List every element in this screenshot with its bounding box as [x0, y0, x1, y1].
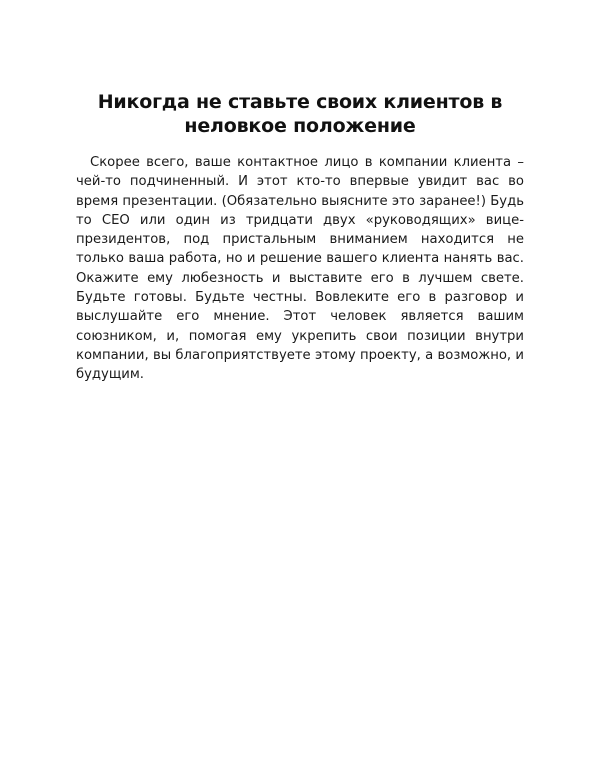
page-title: Никогда не ставьте своих клиентов в неловкое положение — [97, 91, 503, 137]
body-paragraph: Скорее всего, ваше контактное лицо в компании клиента – чей-то подчиненный. И этот кто-то впервые увидит вас во время презентации. (Обязательно выясните это заранее!) Будь то CEO или один из тридцати двух «руководящих» вице-президентов, под пристальным вниманием находится не только ваша работа, но и решение вашего клиента нанять вас. Окажите ему любезность и выставите его в лучшем свете. Будьте готовы. Будьте честны. Вовлеките его в разговор и выслушайте его мнение. Этот человек является вашим союзником, и, помогая ему укрепить свои позиции внутри компании, вы благоприятствуете этому проекту, а возможно, и будущим. — [76, 155, 524, 383]
